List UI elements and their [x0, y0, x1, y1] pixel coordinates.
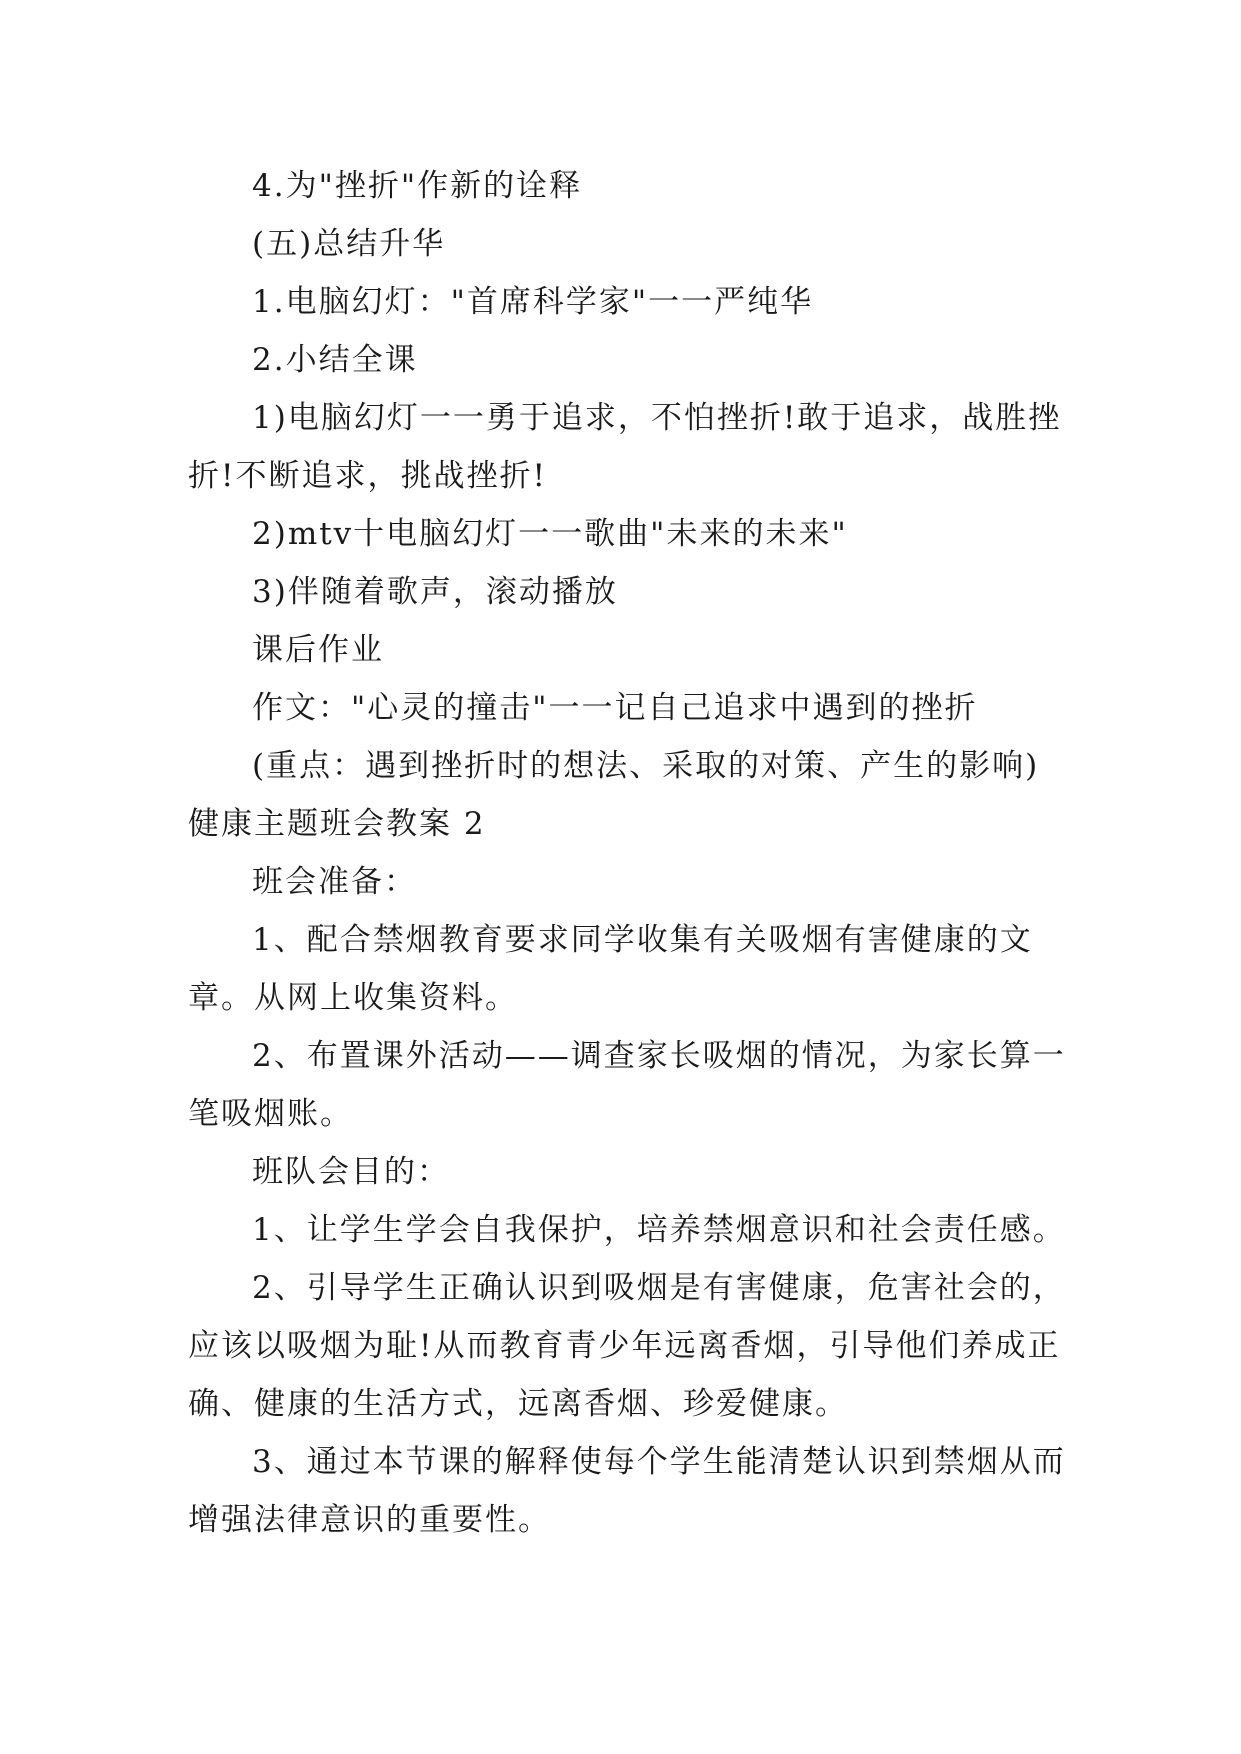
paragraph-prep-item-1: 1、配合禁烟教育要求同学收集有关吸烟有害健康的文章。从网上收集资料。 [188, 922, 1033, 1016]
section-title-health-lesson-2: 健康主题班会教案 2 [188, 806, 486, 842]
paragraph-section-summary: (五)总结升华 [252, 226, 446, 262]
paragraph-prep-item-2: 2、布置课外活动——调查家长吸烟的情况，为家长算一笔吸烟账。 [188, 1038, 1066, 1132]
paragraph-goal-3: 3、通过本节课的解释使每个学生能清楚认识到禁烟从而增强法律意识的重要性。 [188, 1444, 1066, 1538]
paragraph-goal-2: 2、引导学生正确认识到吸烟是有害健康，危害社会的，应该以吸烟为耻!从而教育青少年远离香烟，引导他们养成正确、健康的生活方式，远离香烟、珍爱健康。 [188, 1270, 1066, 1422]
paragraph-goals-heading: 班队会目的： [252, 1154, 450, 1190]
document-body [188, 157, 1068, 1549]
paragraph-lesson-summary: 2.小结全课 [252, 342, 418, 378]
paragraph-preparation-heading: 班会准备： [252, 864, 417, 900]
paragraph-pursue-slide: 1)电脑幻灯一一勇于追求，不怕挫折!敢于追求，战胜挫折!不断追求，挑战挫折! [188, 400, 1062, 494]
paragraph-slide-scientist: 1.电脑幻灯："首席科学家"一一严纯华 [252, 284, 814, 320]
paragraph-goal-1: 1、让学生学会自我保护，培养禁烟意识和社会责任感。 [252, 1212, 1066, 1248]
paragraph-essay-focus: (重点：遇到挫折时的想法、采取的对策、产生的影响) [252, 748, 1040, 784]
paragraph-essay-assignment: 作文："心灵的撞击"一一记自己追求中遇到的挫折 [252, 690, 978, 726]
paragraph-homework-heading: 课后作业 [252, 632, 384, 668]
paragraph-scroll-play: 3)伴随着歌声，滚动播放 [252, 574, 618, 610]
paragraph-mtv-song: 2)mtv十电脑幻灯一一歌曲"未来的未来" [252, 516, 848, 552]
paragraph-reinterpret-setback: 4.为"挫折"作新的诠释 [252, 168, 583, 204]
